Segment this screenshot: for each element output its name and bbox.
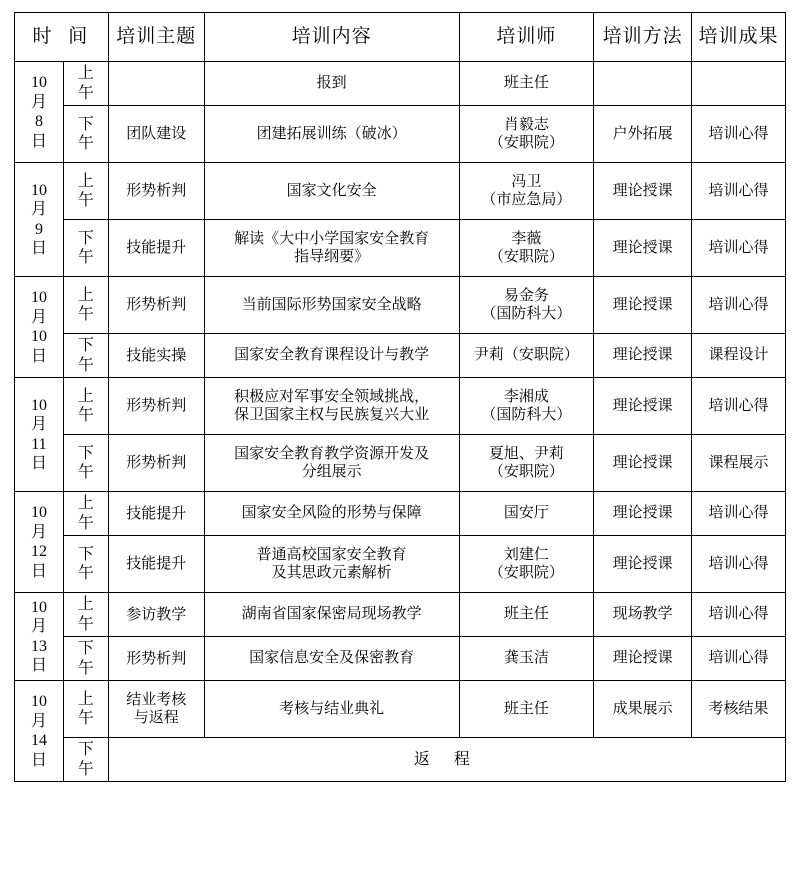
topic-cell [108, 378, 204, 435]
method-cell: 理论授课 [594, 637, 692, 681]
text-line: 国家安全教育教学资源开发及 [234, 445, 430, 462]
text-line: 10 [30, 73, 47, 91]
text-line: 团队建设 [126, 126, 187, 143]
method-cell: 成果展示 [594, 681, 692, 738]
text-line: 午 [77, 407, 94, 425]
text-line: 午 [77, 615, 94, 633]
text-line: 10 [30, 693, 47, 711]
text-line: 午 [77, 760, 94, 778]
text-line: 日 [30, 132, 47, 150]
text-line: 上 [77, 596, 94, 614]
training-schedule-table [14, 12, 786, 782]
text-line: 技能提升 [126, 240, 187, 257]
method-cell: 理论授课 [594, 435, 692, 492]
text-line: 日 [30, 240, 47, 258]
trainer-cell [459, 277, 594, 334]
text-line: 下 [77, 115, 94, 133]
table-row [15, 738, 786, 782]
result-cell: 培训心得 [692, 536, 786, 593]
text-line: 下 [77, 545, 94, 563]
half-day-cell [63, 738, 108, 782]
text-line: 午 [77, 135, 94, 153]
text-line: 下 [77, 640, 94, 658]
text-line: 午 [77, 356, 94, 374]
trainer-cell [459, 334, 594, 378]
text-line: 湖南省国家保密局现场教学 [241, 606, 422, 623]
text-line: 10 [30, 598, 47, 616]
header-topic: 培训主题 [108, 13, 204, 62]
half-day-cell [63, 536, 108, 593]
text-line: 普通高校国家安全教育 [256, 546, 407, 563]
text-line: 国家安全风险的形势与保障 [241, 505, 422, 522]
method-cell [594, 62, 692, 106]
content-cell [204, 62, 459, 106]
topic-cell [108, 435, 204, 492]
result-cell: 培训心得 [692, 593, 786, 637]
table-row [15, 492, 786, 536]
content-cell [204, 334, 459, 378]
text-line: 易金务 [503, 287, 549, 304]
trainer-cell [459, 435, 594, 492]
text-line: 国安厅 [503, 505, 549, 522]
text-line: 日 [30, 751, 47, 769]
result-cell: 培训心得 [692, 106, 786, 163]
method-cell: 理论授课 [594, 492, 692, 536]
text-line: 分组展示 [301, 464, 362, 481]
topic-cell [108, 637, 204, 681]
text-line: 国家安全教育课程设计与教学 [234, 347, 430, 364]
text-line: （安职院） [488, 464, 564, 481]
text-line: 上 [77, 65, 94, 82]
text-line: 11 [31, 435, 47, 453]
text-line: 下 [77, 337, 94, 355]
text-line: 午 [77, 464, 94, 482]
text-line: 10 [30, 504, 47, 522]
text-line: 午 [77, 710, 94, 728]
date-cell [15, 277, 64, 378]
text-line: 指导纲要》 [294, 249, 370, 266]
text-line: 月 [30, 523, 47, 541]
result-cell: 培训心得 [692, 378, 786, 435]
method-cell: 理论授课 [594, 220, 692, 277]
text-line: 午 [77, 249, 94, 267]
text-line: 李薇 [511, 230, 542, 247]
result-cell [692, 62, 786, 106]
result-cell: 课程展示 [692, 435, 786, 492]
text-line: 下 [77, 444, 94, 462]
text-line: 下 [77, 229, 94, 247]
return-trip-cell: 返 程 [108, 738, 785, 782]
text-line: 形势析判 [126, 650, 187, 667]
half-day-cell [63, 681, 108, 738]
content-cell [204, 220, 459, 277]
date-cell [15, 593, 64, 681]
text-line: 积极应对军事安全领域挑战， [234, 388, 430, 405]
text-line: 月 [30, 618, 47, 636]
text-line: 10 [30, 396, 47, 414]
text-line: （安职院） [488, 565, 564, 582]
text-line: 日 [30, 347, 47, 365]
result-cell: 培训心得 [692, 163, 786, 220]
text-line: 龚玉洁 [503, 650, 549, 667]
text-line: （国防科大） [481, 407, 572, 424]
text-line: 午 [77, 306, 94, 324]
trainer-cell [459, 637, 594, 681]
text-line: 午 [77, 565, 94, 583]
result-cell: 培训心得 [692, 492, 786, 536]
half-day-cell [63, 62, 108, 106]
text-line: 保卫国家主权与民族复兴大业 [234, 407, 430, 424]
text-line: 尹莉（安职院） [473, 347, 579, 364]
trainer-cell [459, 593, 594, 637]
text-line: 上 [77, 286, 94, 304]
method-cell: 理论授课 [594, 378, 692, 435]
content-cell [204, 106, 459, 163]
method-cell: 理论授课 [594, 163, 692, 220]
text-line: 国家文化安全 [286, 182, 377, 199]
topic-cell [108, 536, 204, 593]
text-line [112, 75, 201, 93]
text-line: 夏旭、尹莉 [488, 445, 564, 462]
result-cell: 课程设计 [692, 334, 786, 378]
text-line: 月 [30, 93, 47, 111]
text-line: 10 [30, 289, 47, 307]
half-day-cell [63, 435, 108, 492]
table-row [15, 334, 786, 378]
table-row [15, 435, 786, 492]
content-cell [204, 681, 459, 738]
text-line: 及其思政元素解析 [271, 565, 392, 582]
trainer-cell [459, 106, 594, 163]
topic-cell [108, 334, 204, 378]
text-line: 9 [34, 220, 43, 238]
text-line: 13 [30, 637, 47, 655]
content-cell [204, 492, 459, 536]
text-line: 刘建仁 [503, 546, 549, 563]
text-line: 上 [77, 387, 94, 405]
header-row [15, 13, 786, 62]
topic-cell [108, 492, 204, 536]
table-row [15, 593, 786, 637]
text-line: 形势析判 [126, 398, 187, 415]
text-line: 10 [30, 181, 47, 199]
method-cell: 现场教学 [594, 593, 692, 637]
content-cell [204, 163, 459, 220]
content-cell [204, 637, 459, 681]
text-line: 形势析判 [126, 183, 187, 200]
header-trainer: 培训师 [459, 13, 594, 62]
text-line: 12 [30, 543, 47, 561]
text-line: 肖毅志 [503, 116, 549, 133]
text-line: 考核与结业典礼 [279, 701, 385, 717]
text-line: 国家信息安全及保密教育 [249, 650, 415, 667]
topic-cell [108, 163, 204, 220]
trainer-cell [459, 536, 594, 593]
text-line: 形势析判 [126, 455, 187, 472]
content-cell [204, 435, 459, 492]
half-day-cell [63, 492, 108, 536]
table-header [15, 13, 786, 62]
text-line: 月 [30, 308, 47, 326]
content-cell [204, 378, 459, 435]
table-row [15, 163, 786, 220]
half-day-cell [63, 378, 108, 435]
table-row [15, 681, 786, 738]
half-day-cell [63, 637, 108, 681]
topic-cell [108, 593, 204, 637]
text-line: 月 [30, 712, 47, 730]
text-line: 8 [34, 113, 43, 131]
date-cell [15, 681, 64, 782]
method-cell: 理论授课 [594, 334, 692, 378]
method-cell: 理论授课 [594, 277, 692, 334]
trainer-cell [459, 378, 594, 435]
text-line: 冯卫 [511, 173, 542, 190]
topic-cell [108, 277, 204, 334]
table-row [15, 536, 786, 593]
half-day-cell [63, 593, 108, 637]
half-day-cell [63, 277, 108, 334]
header-result: 培训成果 [692, 13, 786, 62]
text-line: （国防科大） [481, 306, 572, 323]
result-cell: 培训心得 [692, 220, 786, 277]
text-line: 当前国际形势国家安全战略 [241, 296, 422, 313]
text-line: 日 [30, 455, 47, 473]
text-line: 14 [30, 732, 47, 750]
text-line: 月 [30, 416, 47, 434]
text-line: 结业考核 [126, 692, 187, 709]
text-line: 李湘成 [503, 388, 549, 405]
text-line: 班主任 [503, 701, 549, 717]
text-line: 日 [30, 657, 47, 675]
text-line: 午 [77, 192, 94, 210]
content-cell [204, 536, 459, 593]
result-cell: 培训心得 [692, 277, 786, 334]
topic-cell [108, 220, 204, 277]
trainer-cell [459, 492, 594, 536]
topic-cell [108, 681, 204, 738]
method-cell: 理论授课 [594, 536, 692, 593]
date-cell [15, 378, 64, 492]
method-cell: 户外拓展 [594, 106, 692, 163]
text-line: 团建拓展训练（破冰） [256, 125, 407, 142]
result-cell: 考核结果 [692, 681, 786, 738]
content-cell [204, 277, 459, 334]
text-line: 上 [77, 172, 94, 190]
text-line: 上 [77, 495, 94, 513]
text-line: 午 [77, 84, 94, 102]
text-line: 参访教学 [126, 606, 187, 623]
topic-cell [108, 62, 204, 106]
half-day-cell [63, 106, 108, 163]
trainer-cell [459, 681, 594, 738]
half-day-cell [63, 334, 108, 378]
table-row [15, 220, 786, 277]
text-line: 班主任 [503, 606, 549, 623]
text-line: （市应急局） [481, 192, 572, 209]
trainer-cell [459, 220, 594, 277]
trainer-cell [459, 163, 594, 220]
content-cell [204, 593, 459, 637]
table-row [15, 637, 786, 681]
half-day-cell [63, 163, 108, 220]
text-line: 形势析判 [126, 297, 187, 314]
text-line: 报到 [316, 75, 347, 92]
half-day-cell [63, 220, 108, 277]
date-cell [15, 163, 64, 277]
topic-cell [108, 106, 204, 163]
text-line: 午 [77, 514, 94, 532]
table-body [15, 62, 786, 782]
text-line: 上 [77, 690, 94, 708]
date-cell [15, 492, 64, 593]
header-content: 培训内容 [204, 13, 459, 62]
text-line: 月 [30, 201, 47, 219]
header-method: 培训方法 [594, 13, 692, 62]
table-row [15, 106, 786, 163]
result-cell: 培训心得 [692, 637, 786, 681]
table-row [15, 378, 786, 435]
text-line: 解读《大中小学国家安全教育 [234, 230, 430, 247]
table-row [15, 62, 786, 106]
text-line: 技能提升 [126, 505, 187, 522]
text-line: （安职院） [488, 135, 564, 152]
text-line: 午 [77, 659, 94, 677]
text-line: 与返程 [133, 710, 179, 727]
table-row [15, 277, 786, 334]
trainer-cell [459, 62, 594, 106]
text-line: 技能实操 [126, 347, 187, 364]
text-line: 技能提升 [126, 556, 187, 573]
header-time: 时 间 [15, 13, 109, 62]
text-line: 日 [30, 562, 47, 580]
text-line: 10 [30, 328, 47, 346]
text-line: 班主任 [503, 75, 549, 92]
text-line: （安职院） [488, 249, 564, 266]
text-line: 下 [77, 741, 94, 759]
date-cell [15, 62, 64, 163]
